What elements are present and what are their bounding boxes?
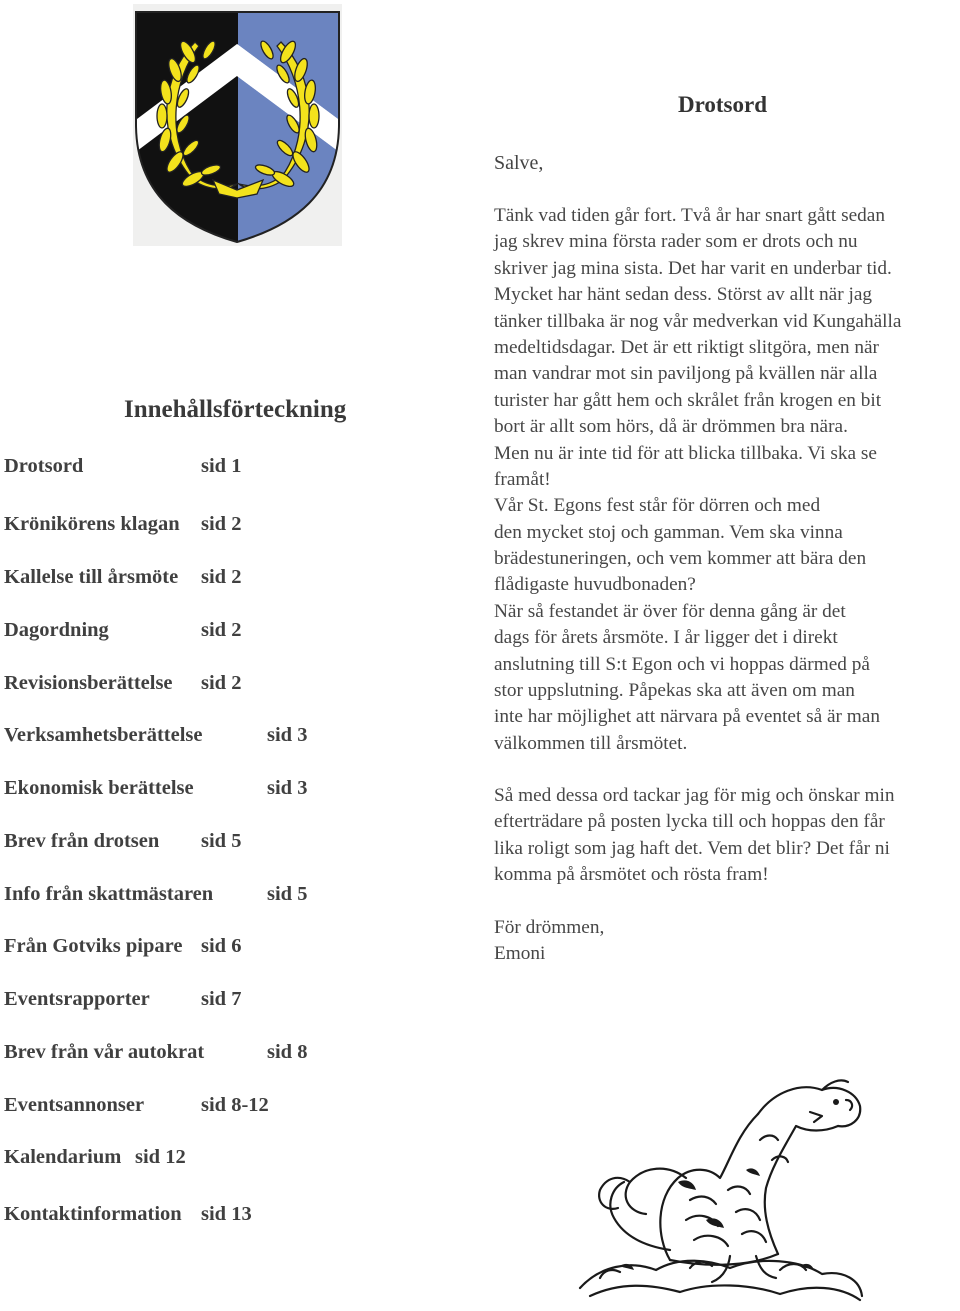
toc-entry-page: sid 2 xyxy=(201,672,242,694)
toc-entry-page: sid 13 xyxy=(201,1203,252,1225)
toc-entry-label: Kallelse till årsmöte xyxy=(4,566,179,588)
text-line: lika roligt som jag haft det. Vem det blir? Det får ni xyxy=(494,837,890,859)
toc-entry-page: sid 3 xyxy=(267,777,308,799)
toc-entry-label: Brev från drotsen xyxy=(4,830,160,852)
toc-entry-page: sid 2 xyxy=(201,619,242,641)
text-line: man vandrar mot sin paviljong på kvällen när alla xyxy=(494,363,878,385)
article-title: Drotsord xyxy=(678,92,768,117)
toc-entry-label: Krönikörens klagan xyxy=(4,513,180,535)
toc-entry-page: sid 5 xyxy=(201,830,242,852)
text-line: Vår St. Egons fest står för dörren och med xyxy=(494,495,821,517)
toc-entry-label: Drotsord xyxy=(4,455,84,477)
text-line: inte har möjlighet att närvara på eventet så är man xyxy=(494,706,880,728)
toc-entry-label: Kontaktinformation xyxy=(4,1203,182,1225)
text-line: framåt! xyxy=(494,468,551,490)
text-line: När så festandet är över för denna gång är det xyxy=(494,600,846,622)
article-salutation: Salve, xyxy=(494,152,544,174)
toc-entry-label: Revisionsberättelse xyxy=(4,672,173,694)
text-line: den mycket stoj och gamman. Vem ska vinna xyxy=(494,521,843,543)
toc-entry-page: sid 2 xyxy=(201,566,242,588)
coat-of-arms-shield xyxy=(133,4,342,246)
closing-line: För drömmen, xyxy=(494,917,605,938)
dragon-woodcut-illustration xyxy=(560,1070,872,1308)
text-line: Tänk vad tiden går fort. Två år har snart gått sedan xyxy=(494,205,886,226)
toc-entry-page: sid 8 xyxy=(267,1041,308,1063)
text-line: medeltidsdagar. Det är ett riktigt slitgöra, men när xyxy=(494,336,879,358)
toc-entry-page: sid 2 xyxy=(201,513,242,535)
text-line: brädestuneringen, och vem kommer att bära den xyxy=(494,548,867,570)
text-line: flådigaste huvudbonaden? xyxy=(494,574,696,596)
text-line: Men nu är inte tid för att blicka tillbaka. Vi ska se xyxy=(494,442,877,464)
toc-title: Innehållsförteckning xyxy=(124,396,347,423)
toc-entry-label: Dagordning xyxy=(4,619,109,641)
toc-entry-page: sid 3 xyxy=(267,724,308,746)
toc-entry-label: Verksamhetsberättelse xyxy=(4,724,203,746)
text-line: bort är allt som hörs, då är drömmen bra nära. xyxy=(494,416,848,438)
toc-entry-label: Ekonomisk berättelse xyxy=(4,777,194,799)
text-line: skriver jag mina sista. Det har varit en underbar tid. xyxy=(494,257,892,279)
article-paragraph-2 xyxy=(494,783,960,889)
article-paragraph-1 xyxy=(494,203,960,757)
toc-entry-page: sid 8-12 xyxy=(201,1094,269,1116)
toc-entry-label: Eventsannonser xyxy=(4,1094,145,1116)
toc-entry-page: sid 7 xyxy=(201,988,242,1010)
toc-entry-label: Eventsrapporter xyxy=(4,988,150,1010)
text-line: turister har gått hem och skrålet från krogen en bit xyxy=(494,389,882,411)
dragon-graphic xyxy=(560,1070,872,1308)
toc-entry-label: Info från skattmästaren xyxy=(4,883,214,905)
text-line: Så med dessa ord tackar jag för mig och önskar min xyxy=(494,785,895,806)
toc-entry-page: sid 12 xyxy=(135,1146,186,1168)
toc-entry-label: Brev från vår autokrat xyxy=(4,1041,205,1063)
text-line: tänker tillbaka är nog vår medverkan vid Kungahälla xyxy=(494,310,902,332)
signature-name: Emoni xyxy=(494,943,546,965)
text-line: dags för årets årsmöte. I år ligger det i direkt xyxy=(494,627,838,649)
article-closing xyxy=(494,915,960,968)
text-line: jag skrev mina första rader som er drots och nu xyxy=(494,231,858,253)
toc-entry-page: sid 6 xyxy=(201,935,242,957)
text-line: välkommen till årsmötet. xyxy=(494,732,688,754)
text-line: Mycket har hänt sedan dess. Störst av allt när jag xyxy=(494,284,873,306)
text-line: anslutning till S:t Egon och vi hoppas därmed på xyxy=(494,653,870,675)
text-line: efterträdare på posten lycka till och hoppas den får xyxy=(494,811,885,833)
text-line: stor uppslutning. Påpekas ska att även om man xyxy=(494,680,855,702)
toc-entry-page: sid 1 xyxy=(201,455,242,477)
toc-entry-label: Kalendarium xyxy=(4,1146,122,1168)
toc-entry-label: Från Gotviks pipare xyxy=(4,935,183,957)
text-line: komma på årsmötet och rösta fram! xyxy=(494,864,769,886)
toc-entry-page: sid 5 xyxy=(267,883,308,905)
shield-graphic xyxy=(133,4,342,246)
